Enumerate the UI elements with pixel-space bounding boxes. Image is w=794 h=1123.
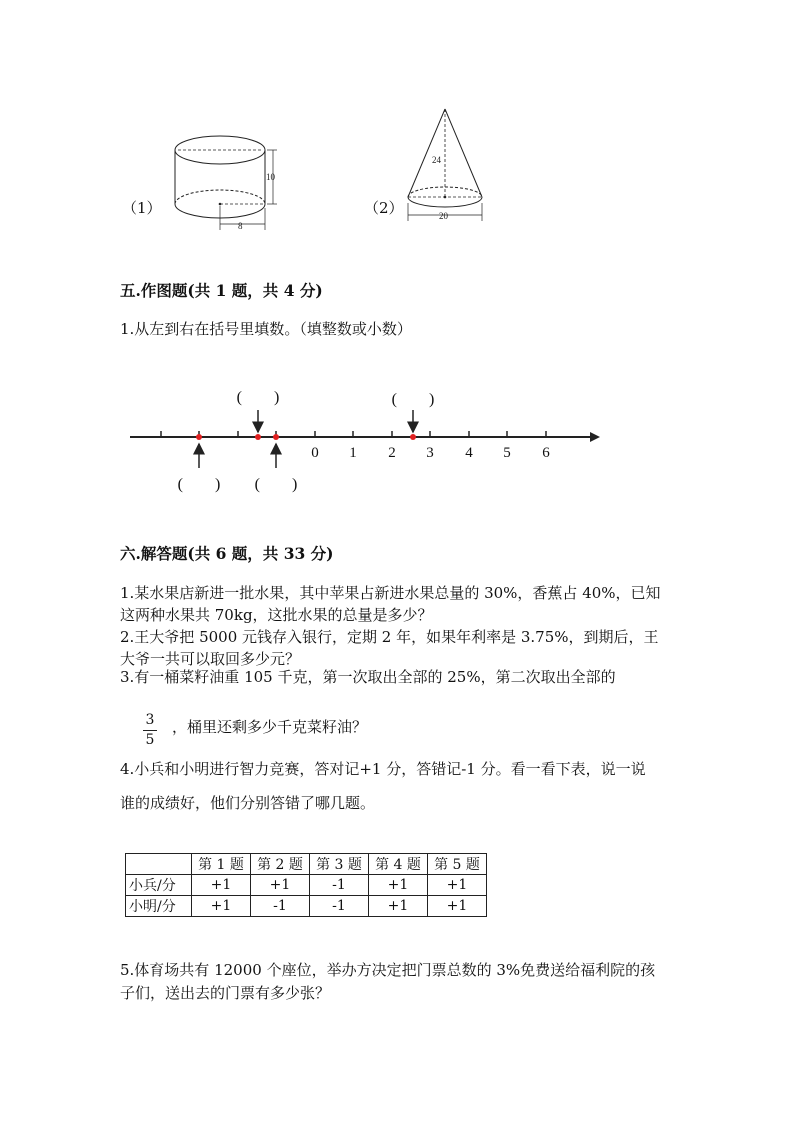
- cone-diameter-label: 20: [439, 211, 448, 221]
- figure-1-label: （1）: [122, 199, 162, 217]
- question-5-line-2: 子们，送出去的门票有多少张？: [120, 984, 331, 1002]
- table-header-cell: 第 3 题: [310, 854, 369, 875]
- table-cell: +1: [428, 896, 487, 917]
- table-cell: +1: [192, 875, 251, 896]
- fraction: [143, 712, 157, 749]
- point-marker: [410, 434, 416, 440]
- table-header-cell: 第 4 题: [369, 854, 428, 875]
- table-cell: -1: [251, 896, 310, 917]
- table-cell: +1: [251, 875, 310, 896]
- question-1-line-2: 这两种水果共 70kg，这批水果的总量是多少？: [120, 606, 433, 624]
- point-marker: [273, 434, 279, 440]
- table-cell: -1: [310, 875, 369, 896]
- table-header-cell: [126, 854, 192, 875]
- section-5-question-1: 1.从左到右在括号里填数。（填整数或小数）: [120, 320, 412, 338]
- fraction-numerator: 3: [145, 712, 155, 728]
- question-5-line-1: 5.体育场共有 12000 个座位，举办方决定把门票总数的 3%免费送给福利院的孩: [120, 961, 656, 979]
- table-cell: +1: [369, 875, 428, 896]
- fraction-denominator: 5: [145, 732, 155, 748]
- table-cell: 小兵/分: [126, 875, 192, 896]
- tick-label-3: 3: [426, 445, 434, 461]
- table-cell: 小明/分: [126, 896, 192, 917]
- blank-top-2: ( ): [391, 391, 435, 408]
- number-line: [125, 380, 605, 498]
- point-marker: [255, 434, 261, 440]
- table-cell: +1: [428, 875, 487, 896]
- tick-label-5: 5: [503, 445, 511, 461]
- table-cell: -1: [310, 896, 369, 917]
- question-4-line-2: 谁的成绩好，他们分别答错了哪几题。: [120, 794, 376, 812]
- tick-label-0: 0: [311, 445, 319, 461]
- question-1-line-1: 1.某水果店新进一批水果，其中苹果占新进水果总量的 30%，香蕉占 40%，已知: [120, 584, 661, 602]
- blank-bottom-2: ( ): [254, 476, 298, 493]
- table-header-cell: 第 5 题: [428, 854, 487, 875]
- question-2-line-2: 大爷一共可以取回多少元？: [120, 650, 301, 668]
- table-row: [126, 896, 487, 917]
- score-table: [125, 853, 487, 917]
- cylinder-height-label: 10: [266, 172, 275, 182]
- tick-label-1: 1: [349, 445, 357, 461]
- table-cell: +1: [369, 896, 428, 917]
- table-row: [126, 875, 487, 896]
- blank-top-1: ( ): [236, 389, 280, 406]
- number-line-arrowhead: [590, 432, 600, 442]
- tick-label-6: 6: [542, 445, 550, 461]
- table-cell: +1: [192, 896, 251, 917]
- section-5-title: 五.作图题(共 1 题，共 4 分): [120, 281, 323, 300]
- table-header-row: [126, 854, 487, 875]
- section-6-title: 六.解答题(共 6 题，共 33 分): [120, 544, 334, 563]
- question-2-line-1: 2.王大爷把 5000 元钱存入银行，定期 2 年，如果年利率是 3.75%，到期后，王: [120, 628, 659, 646]
- question-4-line-1: 4.小兵和小明进行智力竞赛，答对记+1 分，答错记-1 分。看一看下表，说一说: [120, 760, 646, 778]
- table-header-cell: 第 1 题: [192, 854, 251, 875]
- fraction-bar: [143, 730, 157, 731]
- tick-label-4: 4: [465, 445, 473, 461]
- tick-label-2: 2: [388, 445, 396, 461]
- cone-figure: [400, 105, 490, 225]
- table-header-cell: 第 2 题: [251, 854, 310, 875]
- question-3-line-1: 3.有一桶菜籽油重 105 千克，第一次取出全部的 25%，第二次取出全部的: [120, 668, 616, 686]
- point-marker: [196, 434, 202, 440]
- question-3-line-2: ，桶里还剩多少千克菜籽油？: [172, 718, 368, 736]
- figure-2-label: （2）: [364, 199, 404, 217]
- cylinder-radius-label: 8: [238, 221, 243, 231]
- cylinder-figure: [165, 128, 295, 238]
- cone-height-label: 24: [432, 155, 441, 165]
- blank-bottom-1: ( ): [177, 476, 221, 493]
